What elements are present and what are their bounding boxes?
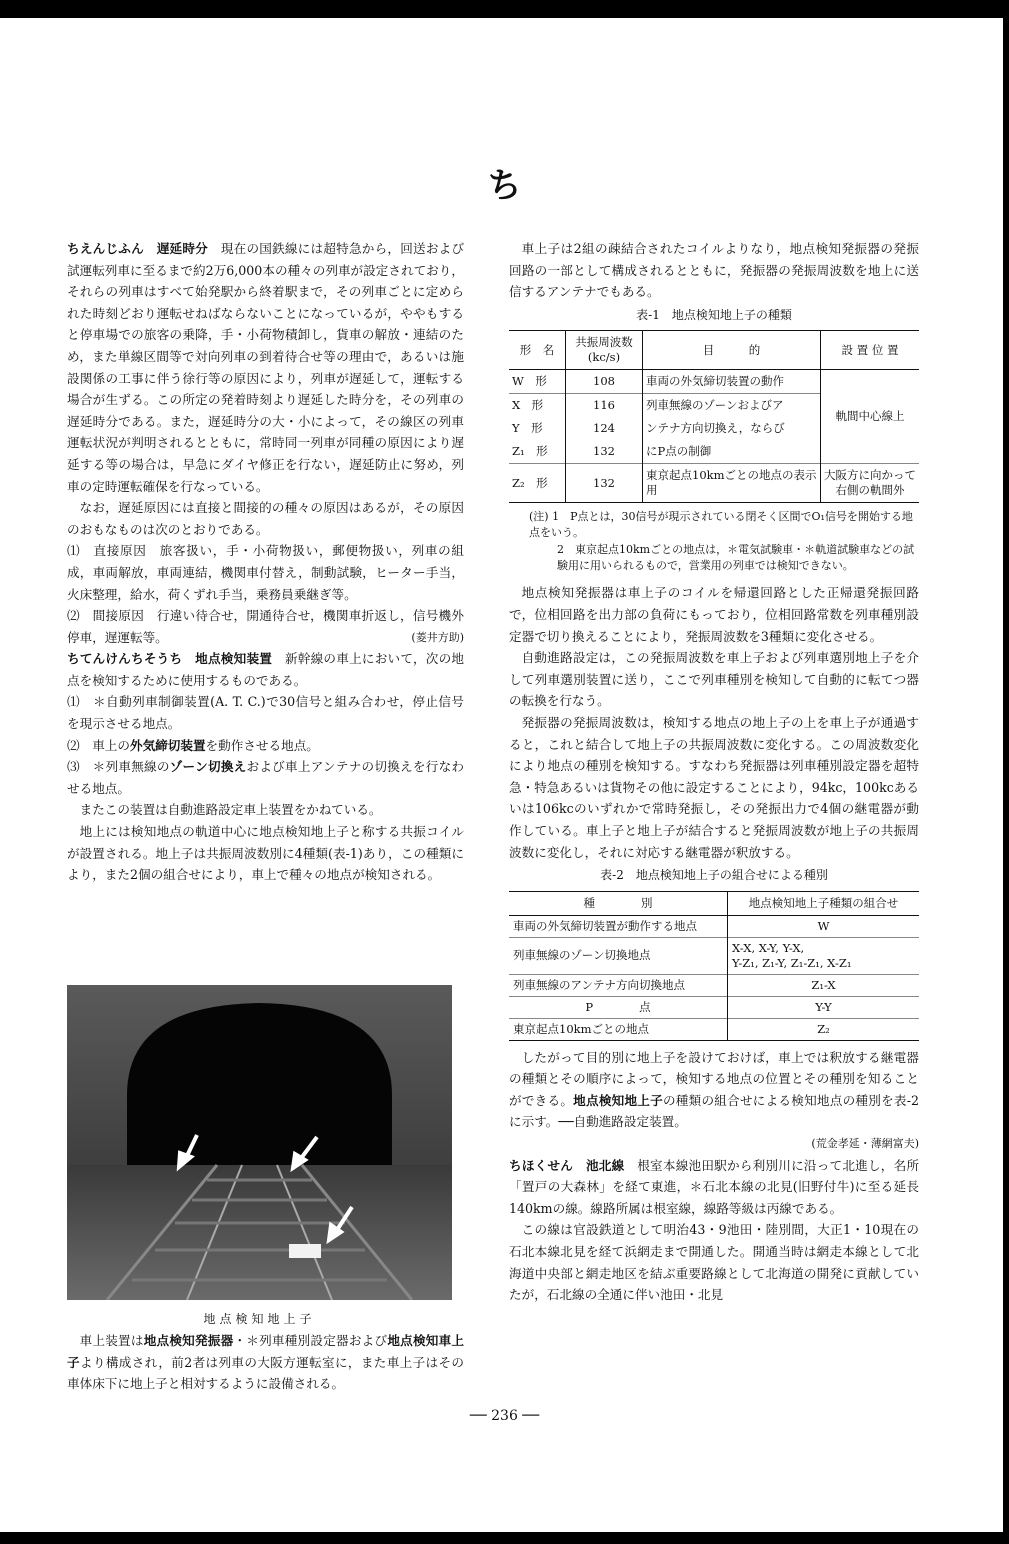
table-row: 東京起点10kmごとの地点 Z₂ (509, 1018, 919, 1040)
table1-header: 目 的 (643, 331, 821, 370)
term: 遅延時分 (156, 241, 208, 256)
paragraph: この線は官設鉄道として明治43・9池田・陸別間，大正1・10現在の石北本線北見を経て浜網走まで開通した。開通当時は網走本線として北海道中央部と網走地区を結ぶ重要路線として北海道の開発に貢献していたが，石北線の全通に伴い池田・北見 (509, 1222, 919, 1303)
right-border (1003, 0, 1009, 1544)
paragraph: なお，遅延原因には直接と間接的の種々の原因はあるが，その原因のおもなものは次のとおりである。 (67, 500, 464, 537)
table-row: Z₁ 形 132 にP点の制御 (509, 440, 919, 464)
paragraph: 地上には検知地点の軌道中心に地点検知地上子と称する共振コイルが設置される。地上子は共振周波数別に4種類(表-1)あり，この種類により，また2個の組合せにより，車上で種々の地点が検知される。 (67, 824, 464, 883)
entry-chien-jifun: ちえんじふん 遅延時分 現在の国鉄線には超特急から，回送および試運転列車に至るまで約2万6,000本の種々の列車が設定されており，それらの列車はすべて始発駅から終着駅まで，その列車ごとに定められた時刻どおり運転せねばならないことになっているが，ややもすると停車場での旅客の乗降，手・小荷物積卸し，貨車の解放・連結のため，また単線区間等で対向列車の到着待合せ等の理由で，あるいは施設関係の工事に伴う徐行等の原因により，列車が遅延して，運転する場合が生ずる。この所定の発着時刻より遅延した時分を，その列車の遅延時分である。また，遅延時分の大・小によって，その線区の列車運転状況が判明されるとともに，常時同一列車が同種の原因により遅延する等の場合は，早急にダイヤ修正を行ない，遅延防止に努め，列車の定時運転確保を行なっている。 (67, 241, 465, 494)
table1-notes (529, 509, 919, 574)
table-row: P 点 Y-Y (509, 996, 919, 1018)
top-border (0, 0, 1009, 18)
note: 2 東京起点10kmごとの地点は，＊電気試験車・＊軌道試験車などの試験用に用いられるもので，営業用の列車では検知できない。 (557, 543, 915, 573)
table-row: Z₂ 形 132 東京起点10kmごとの地点の表示用 大阪方に向かって右側の軌間外 (509, 464, 919, 503)
paragraph: 車上子は2組の疎結合されたコイルよりなり，地点検知発振器の発振回路の一部として構成されるとともに，発振器の発振周波数を地上に送信するアンテナでもある。 (509, 241, 919, 300)
list-item: ⑴ ＊自動列車制御装置(A. T. C.)で30信号と組み合わせ，停止信号を現示させる地点。 (67, 694, 464, 732)
left-column-bottom (67, 1330, 464, 1395)
paragraph: 車上装置は地点検知発振器・＊列車種別設定器および地点検知車上子より構成され，前2者は列車の大阪方運転室に，また車上子はその車体床下に地上子と相対するように設備される。 (67, 1333, 465, 1392)
location-cell: 大阪方に向かって右側の軌間外 (821, 464, 920, 503)
table1-title: 表-1 地点検知地上子の種類 (636, 307, 792, 322)
list-item: ⑵ 間接原因 行違い待合せ，開通待合せ，機関車折返し，信号機外停車，遅運転等。 (菱井方助) (67, 605, 464, 648)
paragraph: 地点検知発振器は車上子のコイルを帰還回路とした正帰還発振回路で，位相回路を出力部の負荷にもっており，位相回路常数を列車種別設定器で切り換えることにより，発振周波数を3種類に変化させる。 (509, 585, 919, 644)
entry-chihoku-sen: ちほくせん 池北線 根室本線池田駅から利別川に沿って北進し，名所「置戸の大森林」を経て東進，＊石北本線の北見(旧野付牛)に至る延長140kmの線。線路所属は根室線，線路等級は丙線である。 (509, 1157, 920, 1216)
location-cell: 軌間中心線上 (821, 370, 920, 464)
table-row: X 形 116 列車無線のゾーンおよびア (509, 394, 919, 418)
left-column (67, 238, 464, 886)
headword: ちてんけんちそうち (67, 651, 183, 667)
table2-header: 地点検知地上子種類の組合せ (728, 891, 920, 915)
transponder-mark (289, 1244, 321, 1258)
table1-header: 共振周波数 (kc/s) (566, 331, 643, 370)
photo-caption: 地点検知地上子 (203, 1312, 316, 1326)
author: (菱井方助) (411, 630, 464, 644)
table2-title: 表-2 地点検知地上子の組合せによる種別 (600, 868, 828, 883)
table1-header: 設 置 位 置 (821, 331, 920, 370)
term: 池北線 (585, 1157, 625, 1173)
table-row: 車両の外気締切装置が動作する地点 W (509, 915, 919, 937)
photo-tunnel-transponder (67, 985, 452, 1300)
paragraph: 発振器の発振周波数は，検知する地点の地上子の上を車上子が通過すると，これと結合して地上子の共振周波数に変化する。この周波数変化により地点の種別を検知する。すなわち発振器は列車種別設定器を超特急・特急あるいは貨物その他に設定することにより，94kc，100kcあるいは106kcのいずれかで常時発振し，その発振出力で4個の継電器が動作している。車上子と地上子が結合すると発振周波数が地上子の共振周波数に変化し，それに対応する継電器が釈放する。 (509, 714, 920, 860)
section-heading: ち (487, 166, 522, 206)
headword: ちえんじふん (67, 241, 144, 256)
headword: ちほくせん (509, 1157, 574, 1173)
paragraph: 自動進路設定は，この発振周波数を車上子および列車選別地上子を介して列車選別装置に送り，ここで列車種別を検知して自動的に転てつ器の転換を行なう。 (509, 650, 919, 709)
table-2 (509, 891, 919, 1041)
table-1 (509, 330, 919, 503)
bottom-border (0, 1532, 1009, 1544)
page-number: ── 236 ── (469, 1408, 540, 1424)
list-item: ⑶ ＊列車無線のゾーン切換えおよび車上アンテナの切換えを行なわせる地点。 (67, 759, 465, 796)
table-row: 列車無線のアンテナ方向切換地点 Z₁-X (509, 974, 919, 996)
author: (荒金孝延・薄網富夫) (811, 1137, 919, 1151)
table-row: W 形 108 車両の外気締切装置の動作 軌間中心線上 (509, 370, 919, 394)
table-row: 列車無線のゾーン切換地点 X-X, X-Y, Y-X, Y-Z₁, Z₁-Y, Z₁-Z₁, X-Z₁ (509, 937, 919, 974)
right-column (509, 238, 919, 1306)
table1-header: 形 名 (509, 331, 566, 370)
photo-drawing (67, 985, 452, 1300)
paragraph: またこの装置は自動進路設定車上装置をかねている。 (79, 802, 382, 818)
table2-header: 種 別 (509, 891, 728, 915)
table-row: Y 形 124 ンテナ方向切換え，ならび (509, 417, 919, 440)
paragraph: したがって目的別に地上子を設けておけば，車上では釈放する継電器の種類とその順序によって，検知する地点の位置とその種別を知ることができる。地点検知地上子の種類の組合せによる検知地点の種別を表-2に示す。──自動進路設定装置。 (509, 1049, 919, 1130)
entry-chiten-kenchi: ちてんけんちそうち 地点検知装置 新幹線の車上において，次の地点を検知するために使用するものである。 (67, 651, 465, 688)
term: 地点検知装置 (195, 651, 273, 667)
list-item: ⑴ 直接原因 旅客扱い，手・小荷物扱い，郵便物扱い，列車の組成，車両解放，車両連結，機関車付替え，制動試験，ヒーター手当，火床整理，給水，荷くずれ手当，乗務員乗継ぎ等。 (67, 543, 464, 602)
note: (注) 1 P点とは，30信号が現示されている閉そく区間でO₁信号を開始する地点をいう。 (529, 510, 913, 540)
list-item: ⑵ 車上の外気締切装置を動作させる地点。 (67, 737, 319, 753)
